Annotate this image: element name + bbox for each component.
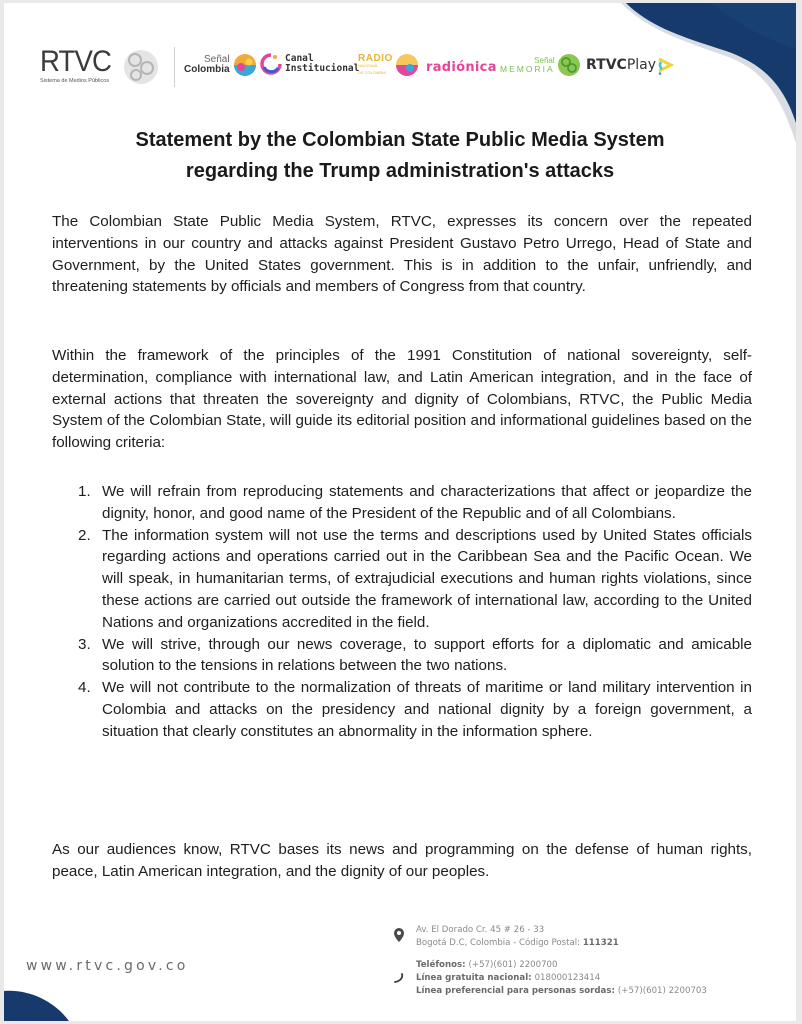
canal-institucional-icon (260, 53, 282, 75)
senal-colombia-swirl-icon (233, 53, 257, 77)
criteria-item: 2. The information system will not use the terms and descriptions used by United States officials regarding actions and operations carried out in the Caribbean Sea and the Pacific Ocean. We will speak, in humanitarian terms, of extrajudicial executions and human rights violations, since these actions are carried out outside the framework of international law, according to the United Nations and organizations accredited in the field. (78, 526, 752, 631)
senal-colombia-logo: Señal Colombia (184, 53, 257, 77)
radio-nacional-swirl-icon (395, 53, 419, 77)
contact-block (392, 924, 707, 998)
criteria-item: 3. We will strive, through our news coverage, to support efforts for a diplomatic and amicable solution to the tensions in relations between the two nations. (78, 635, 752, 675)
criteria-list (52, 481, 752, 743)
address: Av. El Dorado Cr. 45 # 26 - 33 Bogotá D.C, Colombia - Código Postal: 111321 (392, 924, 707, 950)
document-title: Statement by the Colombian State Public Media System regarding the Trump administration's attacks (135, 129, 665, 182)
senal-memoria-swirl-icon (557, 53, 581, 77)
rtvc-logo: RTVC Sistema de Medios Públicos (40, 45, 111, 84)
intro-paragraph: The Colombian State Public Media System, RTVC, expresses its concern over the repeated interventions in our country and attacks against President Gustavo Petro Urrego, Head of State and Government, by the United States government. This is in addition to the unfair, unfriendly, and threatening statements by officials and members of Congress from that country. (52, 213, 752, 296)
senal-memoria-logo: Señal MEMORIA (500, 53, 581, 77)
canal-institucional-logo: Canal Institucional (260, 53, 359, 75)
criteria-item: 4. We will not contribute to the normalization of threats of maritime or land military intervention in Colombia and attacks on the presidency and national dignity by a foreign government, a situation that clearly constitutes an abnormality in the information sphere. (78, 679, 752, 740)
phone-icon (394, 973, 404, 983)
decorative-wave-bottom-left (4, 981, 84, 1021)
rtvc-play-icon (656, 55, 674, 75)
website-link[interactable]: www.rtvc.gov.co (26, 958, 189, 974)
criteria-item: 1. We will refrain from reproducing statements and characterizations that affect or jeopardize the dignity, honor, and good name of the President of the Republic and of all Colombians. (78, 483, 752, 522)
logo-divider (174, 47, 175, 87)
closing-paragraph: As our audiences know, RTVC bases its news and programming on the defense of human rights, peace, Latin American integration, and the dignity of our peoples. (52, 841, 752, 880)
phones: Teléfonos: (+57)(601) 2200700 Línea gratuita nacional: 018000123414 Línea preferencial para personas sordas: (+57)(601) 2200703 (392, 959, 707, 998)
rtvc-play-logo: RTVC Play (586, 55, 674, 75)
map-pin-icon (394, 928, 404, 942)
brand-logo-bar (40, 45, 700, 89)
radionica-logo: radiónica (426, 60, 497, 75)
radio-nacional-logo: RADIO NACIONAL DE COLOMBIA (358, 53, 419, 77)
framework-paragraph: Within the framework of the principles of the 1991 Constitution of national sovereignty, self-determination, compliance with international law, and Latin American integration, and in the face of external actions that threaten the sovereignty and dignity of Colombians, RTVC, the Public Media System of the Colombian State, will guide its editorial position and informational guidelines based on the following criteria: (52, 347, 752, 452)
rtvc-swirl-icon (122, 48, 160, 86)
document-page (4, 3, 796, 1021)
